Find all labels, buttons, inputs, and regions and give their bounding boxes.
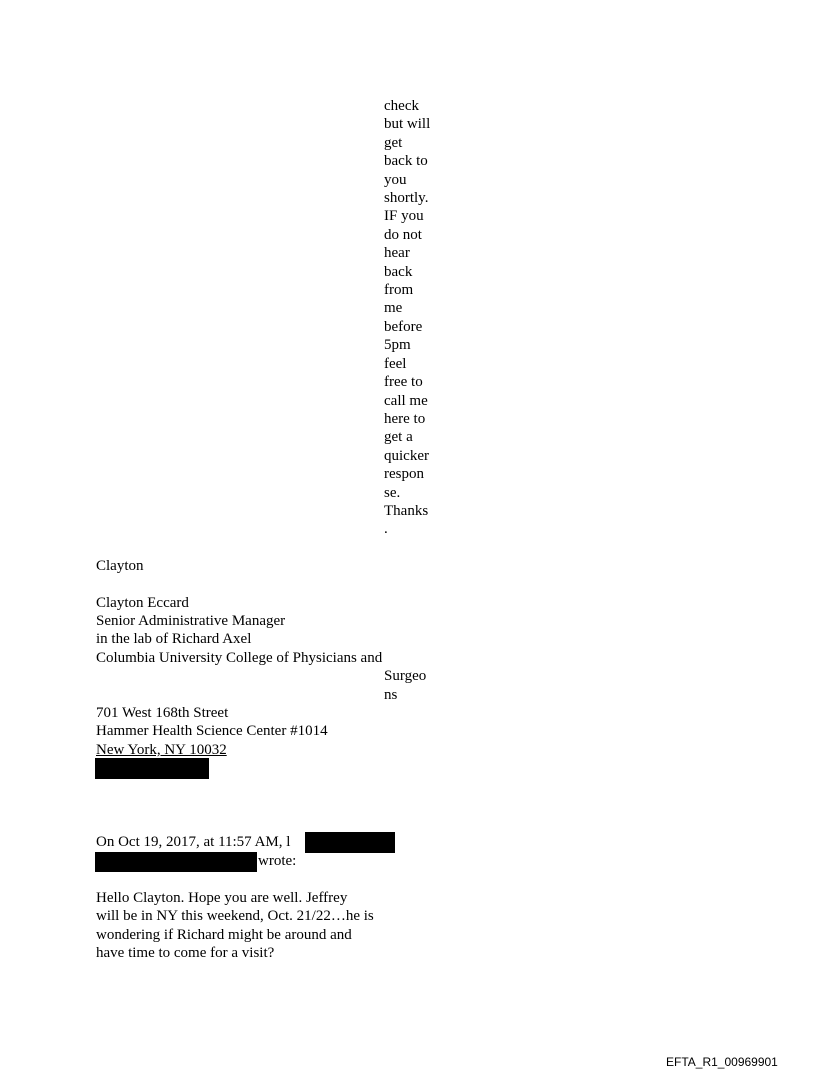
quoted-header-cursor: l [286, 834, 291, 850]
reply-line: . [384, 521, 388, 538]
signature-institution-wrap: ns [384, 687, 398, 703]
reply-line: from [384, 282, 414, 299]
reply-line: you [384, 171, 407, 188]
reply-line: se. [384, 484, 401, 501]
signature-title: Senior Administrative Manager [96, 613, 286, 629]
signature-institution: Columbia University College of Physicians and [96, 650, 383, 666]
reply-line: get a [384, 429, 413, 446]
quoted-body-line: Hello Clayton. Hope you are well. Jeffrey [96, 890, 348, 906]
redaction-box [305, 832, 395, 853]
quoted-header-suffix: wrote: [258, 853, 297, 869]
wrapped-reply-column [384, 97, 444, 539]
reply-line: 5pm [384, 337, 411, 354]
redaction-box [95, 758, 209, 779]
signature-institution-wrap: Surgeo [384, 668, 427, 684]
reply-line: feel [384, 355, 407, 372]
signature-name: Clayton Eccard [96, 595, 189, 611]
reply-line: free to [384, 374, 423, 391]
reply-line: back [384, 263, 413, 280]
reply-line: IF you [384, 208, 424, 225]
reply-line: quicker [384, 447, 429, 464]
reply-line: here to [384, 410, 426, 427]
reply-line: hear [384, 245, 410, 262]
reply-line: check [384, 98, 419, 114]
reply-line: shortly. [384, 190, 429, 207]
quoted-body-line: will be in NY this weekend, Oct. 21/22…he is [96, 908, 374, 924]
reply-line: before [384, 318, 423, 335]
quoted-body-line: have time to come for a visit? [96, 945, 275, 961]
reply-line: do not [384, 226, 422, 243]
reply-line: me [384, 300, 403, 317]
reply-line: call me [384, 392, 428, 409]
reply-line: respon [384, 466, 424, 483]
signature-street: 701 West 168th Street [96, 705, 229, 721]
signature-city: New York, NY 10032 [96, 742, 227, 758]
reply-line: back to [384, 153, 428, 170]
quoted-body-line: wondering if Richard might be around and [96, 927, 352, 943]
signature-building: Hammer Health Science Center #1014 [96, 723, 328, 739]
reply-line: get [384, 134, 403, 151]
reply-line: but will [384, 116, 431, 133]
reply-line: Thanks [384, 502, 429, 519]
signoff-name: Clayton [96, 558, 144, 574]
quoted-header-text: On Oct 19, 2017, at 11:57 AM, [96, 834, 283, 850]
quoted-header-prefix [96, 833, 290, 851]
signature-lab: in the lab of Richard Axel [96, 631, 252, 647]
document-id: EFTA_R1_00969901 [666, 1055, 778, 1069]
redaction-box [95, 852, 257, 872]
